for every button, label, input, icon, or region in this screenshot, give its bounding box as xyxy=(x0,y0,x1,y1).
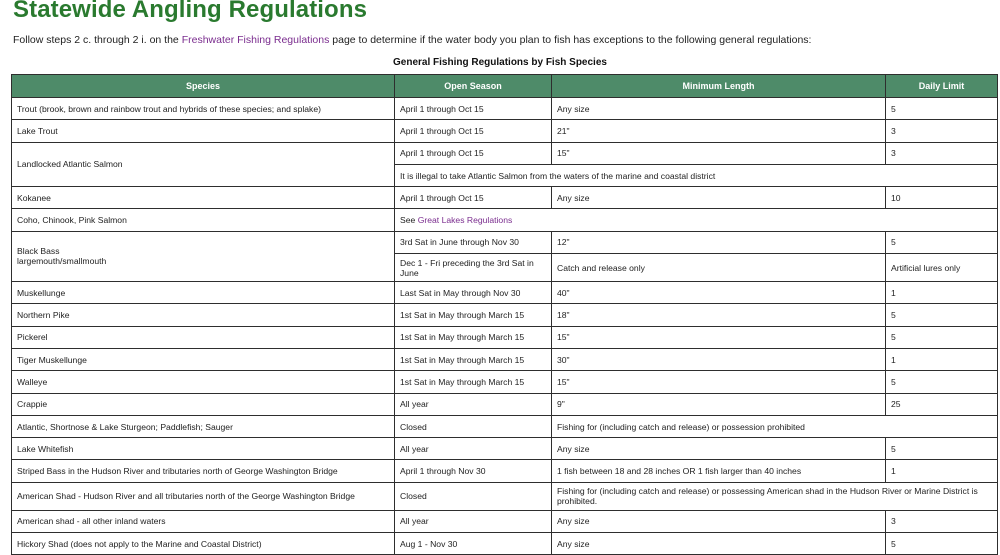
species-cell: Coho, Chinook, Pink Salmon xyxy=(12,209,395,231)
length-cell: 12" xyxy=(552,231,886,253)
column-header-open-season: Open Season xyxy=(395,75,552,98)
column-header-daily-limit: Daily Limit xyxy=(886,75,998,98)
length-cell: 40" xyxy=(552,282,886,304)
species-cell: Striped Bass in the Hudson River and tributaries north of George Washington Bridge xyxy=(12,460,395,482)
table-row xyxy=(12,142,998,164)
length-cell: 15" xyxy=(552,326,886,348)
table-row xyxy=(12,460,998,482)
season-cell: Closed xyxy=(395,415,552,437)
season-cell: 1st Sat in May through March 15 xyxy=(395,371,552,393)
limit-cell: 1 xyxy=(886,348,998,370)
limit-cell: Artificial lures only xyxy=(886,254,998,282)
table-row xyxy=(12,393,998,415)
note-cell: Fishing for (including catch and release) or possessing American shad in the Hudson River or Marine District is prohibited. xyxy=(552,482,998,510)
species-cell xyxy=(12,231,395,281)
species-cell: American Shad - Hudson River and all tributaries north of the George Washington Bridge xyxy=(12,482,395,510)
season-cell: All year xyxy=(395,510,552,532)
limit-cell: 5 xyxy=(886,438,998,460)
freshwater-regulations-link[interactable]: Freshwater Fishing Regulations xyxy=(181,34,330,46)
page-title: Statewide Angling Regulations xyxy=(13,0,368,23)
table-row xyxy=(12,510,998,532)
species-cell: Lake Trout xyxy=(12,120,395,142)
species-cell: Lake Whitefish xyxy=(12,438,395,460)
limit-cell: 5 xyxy=(886,304,998,326)
table-row xyxy=(12,98,998,120)
season-cell: Closed xyxy=(395,482,552,510)
table-row xyxy=(12,348,998,370)
limit-cell: 5 xyxy=(886,98,998,120)
table-row xyxy=(12,438,998,460)
length-cell: 1 fish between 18 and 28 inches OR 1 fish larger than 40 inches xyxy=(552,460,886,482)
table-row xyxy=(12,482,998,510)
length-cell: Any size xyxy=(552,533,886,555)
species-cell: Walleye xyxy=(12,371,395,393)
limit-cell: 3 xyxy=(886,120,998,142)
length-cell: Any size xyxy=(552,187,886,209)
table-row xyxy=(12,326,998,348)
intro-text xyxy=(13,34,811,46)
season-cell: 3rd Sat in June through Nov 30 xyxy=(395,231,552,253)
table-row xyxy=(12,415,998,437)
limit-cell: 3 xyxy=(886,142,998,164)
season-cell: April 1 through Nov 30 xyxy=(395,460,552,482)
length-cell: Catch and release only xyxy=(552,254,886,282)
length-cell: 15" xyxy=(552,142,886,164)
season-cell: 1st Sat in May through March 15 xyxy=(395,326,552,348)
species-cell: Northern Pike xyxy=(12,304,395,326)
length-cell: Any size xyxy=(552,510,886,532)
limit-cell: 1 xyxy=(886,460,998,482)
species-cell: Trout (brook, brown and rainbow trout and hybrids of these species; and splake) xyxy=(12,98,395,120)
regulations-table xyxy=(11,74,998,555)
limit-cell: 5 xyxy=(886,371,998,393)
length-cell: 30" xyxy=(552,348,886,370)
season-cell: Dec 1 - Fri preceding the 3rd Sat in June xyxy=(395,254,552,282)
limit-cell: 5 xyxy=(886,231,998,253)
length-cell: 9" xyxy=(552,393,886,415)
species-cell: Crappie xyxy=(12,393,395,415)
length-cell: 21" xyxy=(552,120,886,142)
table-header-row xyxy=(12,75,998,98)
species-cell: Kokanee xyxy=(12,187,395,209)
table-row xyxy=(12,231,998,253)
season-cell: April 1 through Oct 15 xyxy=(395,187,552,209)
table-row xyxy=(12,304,998,326)
table-caption: General Fishing Regulations by Fish Species xyxy=(393,57,607,68)
table-row xyxy=(12,120,998,142)
species-cell: American shad - all other inland waters xyxy=(12,510,395,532)
limit-cell: 5 xyxy=(886,326,998,348)
season-cell: All year xyxy=(395,438,552,460)
species-cell: Landlocked Atlantic Salmon xyxy=(12,142,395,187)
length-cell: 15" xyxy=(552,371,886,393)
note-cell: Fishing for (including catch and release) or possession prohibited xyxy=(552,415,998,437)
note-cell: It is illegal to take Atlantic Salmon from the waters of the marine and coastal district xyxy=(395,164,998,186)
season-cell: 1st Sat in May through March 15 xyxy=(395,304,552,326)
table-row xyxy=(12,371,998,393)
season-cell: All year xyxy=(395,393,552,415)
limit-cell: 25 xyxy=(886,393,998,415)
length-cell: Any size xyxy=(552,438,886,460)
limit-cell: 10 xyxy=(886,187,998,209)
species-name: Black Bass xyxy=(17,246,60,257)
species-cell: Hickory Shad (does not apply to the Marine and Coastal District) xyxy=(12,533,395,555)
column-header-species: Species xyxy=(12,75,395,98)
table-row xyxy=(12,187,998,209)
column-header-minimum-length: Minimum Length xyxy=(552,75,886,98)
limit-cell: 3 xyxy=(886,510,998,532)
limit-cell: 5 xyxy=(886,533,998,555)
great-lakes-regulations-link[interactable]: Great Lakes Regulations xyxy=(417,215,513,226)
see-prefix: See xyxy=(400,215,418,226)
species-cell: Atlantic, Shortnose & Lake Sturgeon; Paddlefish; Sauger xyxy=(12,415,395,437)
season-cell: April 1 through Oct 15 xyxy=(395,120,552,142)
length-cell: 18" xyxy=(552,304,886,326)
species-cell: Tiger Muskellunge xyxy=(12,348,395,370)
species-subtext: largemouth/smallmouth xyxy=(17,256,107,267)
intro-text-before: Follow steps 2 c. through 2 i. on the xyxy=(13,34,182,46)
season-cell: Aug 1 - Nov 30 xyxy=(395,533,552,555)
limit-cell: 1 xyxy=(886,282,998,304)
species-cell: Pickerel xyxy=(12,326,395,348)
table-row xyxy=(12,282,998,304)
intro-text-after: page to determine if the water body you plan to fish has exceptions to the following general regulations: xyxy=(329,34,812,46)
season-cell: April 1 through Oct 15 xyxy=(395,98,552,120)
season-cell: April 1 through Oct 15 xyxy=(395,142,552,164)
see-cell xyxy=(395,209,998,231)
season-cell: Last Sat in May through Nov 30 xyxy=(395,282,552,304)
table-row xyxy=(12,209,998,231)
species-cell: Muskellunge xyxy=(12,282,395,304)
length-cell: Any size xyxy=(552,98,886,120)
season-cell: 1st Sat in May through March 15 xyxy=(395,348,552,370)
